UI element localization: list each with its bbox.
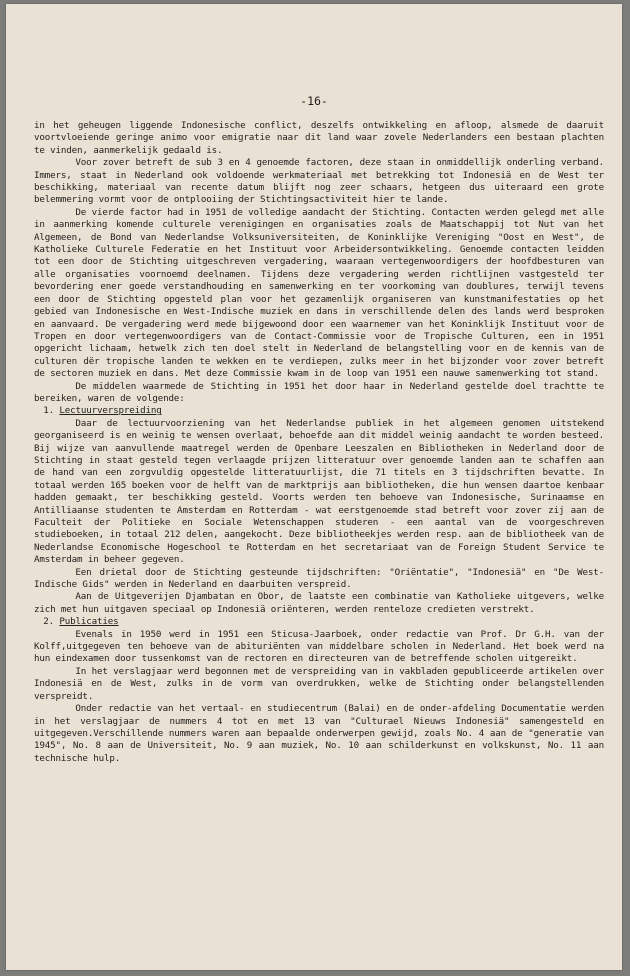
paragraph: Daar de lectuurvoorziening van het Nederlandse publiek in het algemeen genomen uitstekend georganiseerd is en weinig te wensen overlaat, behoefde aan dit middel weinig aandacht te worden besteed. Bij wijze van aanvullende maatregel werden de Openbare Leeszalen en Bibliotheken in Nederland door de Stichting in staat gesteld tegen verlaagde prijzen litteratuur over genoemde landen aan te schaffen aan de hand van een zorgvuldig opgestelde litteratuurlijst, die 71 titels en 3 tijdschriften bevatte. In totaal werden 165 boeken voor de helft van de marktprijs aan bibliotheken, die hun wensen daartoe kenbaar hadden gemaakt, ter beschikking gesteld. Voorts werden ten behoeve van Indonesische, Surinaamse en Antilliaanse studenten te Amsterdam en Rotterdam - wat eerstgenoemde stad betreft voor zover zij aan de Faculteit der Politieke en Sociale Wetenschappen studeren - een aantal van de voorgeschreven studieboeken, in totaal 212 delen, aangekocht. Deze bibliotheekjes werden resp. aan de bibliotheek van de Nederlandse Economische Hogeschool te Rotterdam en het secretariaat van de Foreign Student Service te Amsterdam in beheer gegeven. [34, 417, 604, 566]
paragraph: Een drietal door de Stichting gesteunde tijdschriften: "Oriëntatie", "Indonesiä" en "De West-Indische Gids" werden in Nederland en daarbuiten verspreid. [34, 566, 604, 591]
paragraph: Evenals in 1950 werd in 1951 een Sticusa-Jaarboek, onder redactie van Prof. Dr G.H. van der Kolff,uitgegeven ten behoeve van de abituriënten van middelbare scholen in Nederland. Het boek werd na hun eindexamen door tussenkomst van de rectoren en directeuren van de betreffende scholen uitgereikt. [34, 628, 604, 665]
section-number: 1. [43, 405, 54, 417]
body-text [34, 120, 604, 765]
page-number: -16- [300, 94, 328, 108]
section-title: Lectuurverspreiding [59, 405, 162, 417]
paragraph: Onder redactie van het vertaal- en studiecentrum (Balai) en de onder-afdeling Documentatie werden in het verslagjaar de nummers 4 tot en met 13 van "Culturael Nieuws Indonesiä" samengesteld en uitgegeven.Verschillende nummers waren aan bepaalde onderwerpen gewijd, zoals No. 4 aan de "generatie van 1945", No. 8 aan de Universiteit, No. 9 aan muziek, No. 10 aan schilderkunst en volkskunst, No. 11 aan technische hulp. [34, 703, 604, 764]
paragraph: Voor zover betreft de sub 3 en 4 genoemde factoren, deze staan in onmiddellijk onderling verband. Immers, staat in Nederland ook voldoende werkmateriaal met betrekking tot Indonesiä en de West ter beschikking, materiaal van recente datum blijft nog zeer schaars, hetgeen dus uiteraard een grote belemmering vormt voor de ontplooiing der Stichtingsactiviteit hier te lande. [34, 157, 604, 206]
paragraph: De middelen waarmede de Stichting in 1951 het door haar in Nederland gestelde doel trachtte te bereiken, waren de volgende: [34, 380, 604, 404]
paragraph: De vierde factor had in 1951 de volledige aandacht der Stichting. Contacten werden gelegd met alle in aanmerking komende culturele verenigingen en organisaties zoals de Maatschappij tot Nut van het Algemeen, de Bond van Nederlandse Volksuniversiteiten, de Koninklijke Vereniging "Oost en West", de Katholieke Culturele Federatie en het Instituut voor Arbeidersontwikkeling. Genoemde contacten leidden tot een door de Stichting uitgeschreven vergadering, waaraan vertegenwoordigers der hoofdbesturen van alle organisaties voornoemd deelnamen. Tijdens deze vergadering werden richtlijnen vastgesteld ter bevordering ener goede verstandhouding en samenwerking en ter voorkoming van doublures, terwijl tevens een door de Stichting opgesteld plan voor het gezamenlijk organiseren van kunstmanifestaties op het gebied van Indonesische en West-Indische muziek en dans in verschillende delen des lands werd besproken en aanvaard. De vergadering werd mede bijgewoond door een waarnemer van het Koninklijk Instituut voor de Tropen en door vertegenwoordigers van de Contact-Commissie voor de Tropische Culturen, een in 1951 opgericht lichaam, hetwelk zich ten doel stelt in Nederland de belangstelling voor en de kennis van de culturen dër tropische landen te wekken en te verdiepen, zulks meer in het bijzonder voor zover betreft de sectoren muziek en dans. Met deze Commissie kwam in de loop van 1951 een nauwe samenwerking tot stand. [34, 206, 604, 380]
paragraph: Aan de Uitgeverijen Djambatan en Obor, de laatste een combinatie van Katholieke uitgevers, welke zich met hun uitgaven speciaal op Indonesiä oriënteren, werden renteloze credieten verstrekt. [34, 591, 604, 615]
paragraph: in het geheugen liggende Indonesische conflict, deszelfs ontwikkeling en afloop, alsmede de daaruit voortvloeiende geringe animo voor emigratie naar dit land waar zovele Nederlanders een bestaan plachten te vinden, aanmerkelijk gedaald is. [34, 120, 604, 156]
section-number: 2. [43, 616, 54, 628]
document-page [6, 4, 622, 970]
section-heading-lectuurverspreiding [34, 405, 604, 417]
section-title: Publicaties [59, 616, 119, 628]
paragraph: In het verslagjaar werd begonnen met de verspreiding van in vakbladen gepubliceerde artikelen over Indonesiä en de West, zulks in de vorm van overdrukken, welke de Stichting onder belangstellenden verspreidt. [34, 665, 604, 702]
section-heading-publicaties [34, 616, 604, 628]
